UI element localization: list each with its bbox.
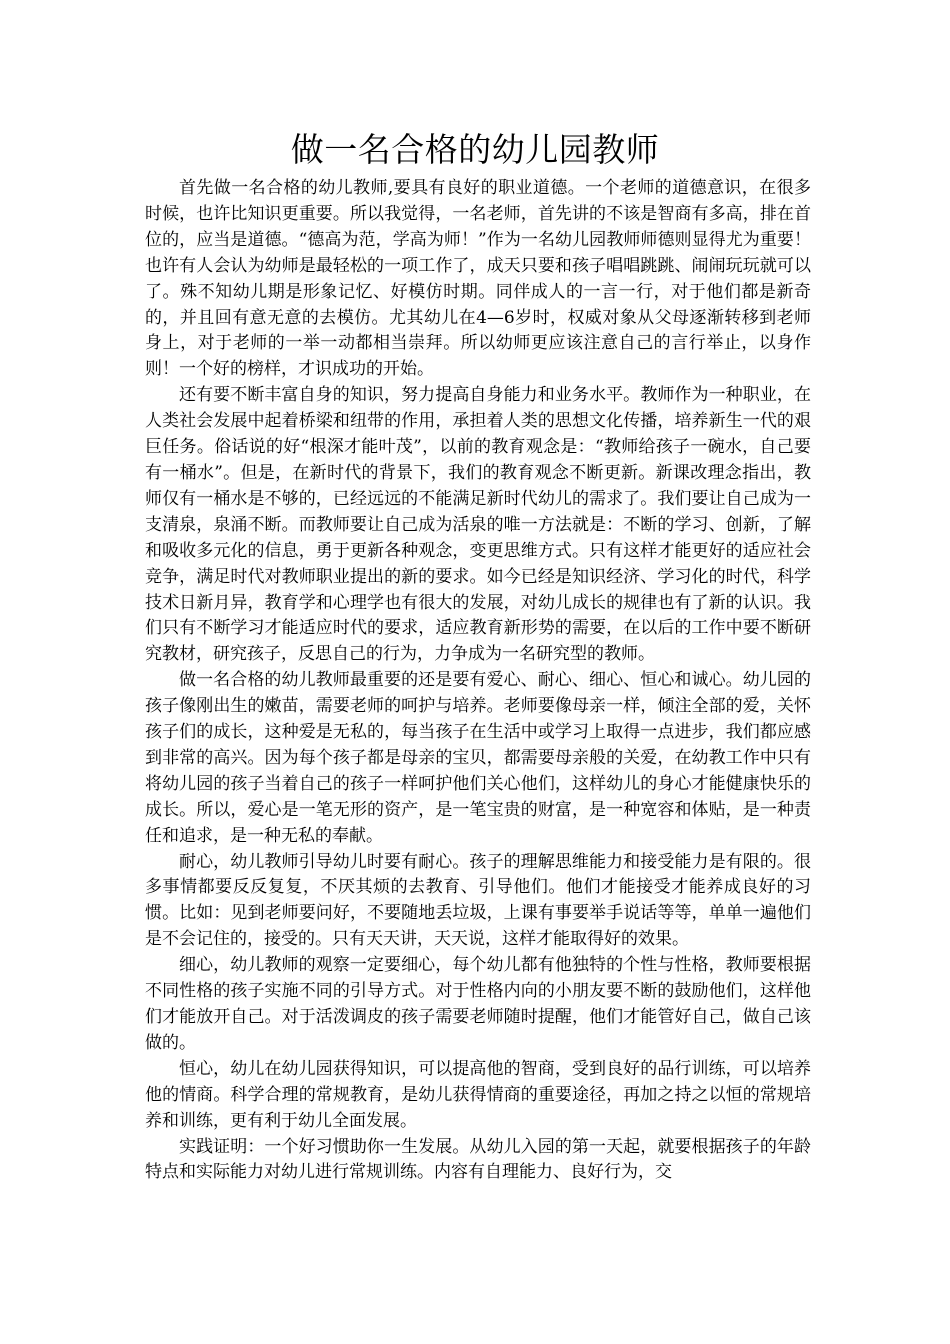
document-title: 做一名合格的幼儿园教师 [290, 130, 660, 169]
document-body [145, 176, 811, 1186]
paragraph-continuous-learning: 还有要不断丰富自身的知识，努力提高自身能力和业务水平。教师作为一种职业，在人类社会发展中起着桥梁和纽带的作用，承担着人类的思想文化传播，培养新生一代的艰巨任务。俗话说的好“根深才能叶茂”，以前的教育观念是：“教师给孩子一碗水，自己要有一桶水”。但是，在新时代的背景下，我们的教育观念不断更新。新课改理念指出，教师仅有一桶水是不够的，已经远远的不能满足新时代幼儿的需求了。我们要让自己成为一支清泉，泉涌不断。而教师要让自己成为活泉的唯一方法就是：不断的学习、创新，了解和吸收多元化的信息，勇于更新各种观念，变更思维方式。只有这样才能更好的适应社会竞争，满足时代对教师职业提出的新的要求。如今已经是知识经济、学习化的时代，科学技术日新月异，教育学和心理学也有很大的发展，对幼儿成长的规律也有了新的认识。我们只有不断学习才能适应时代的要求，适应教育新形势的需要，在以后的工作中要不断研究教材，研究孩子，反思自己的行为，力争成为一名研究型的教师。 [145, 385, 811, 665]
paragraph-practice-habits: 实践证明：一个好习惯助你一生发展。从幼儿入园的第一天起，就要根据孩子的年龄特点和实际能力对幼儿进行常规训练。内容有自理能力、良好行为，交 [145, 1136, 811, 1183]
paragraph-love-and-care: 做一名合格的幼儿教师最重要的还是要有爱心、耐心、细心、恒心和诚心。幼儿园的孩子像刚出生的嫩苗，需要老师的呵护与培养。老师要像母亲一样，倾注全部的爱，关怀孩子们的成长，这种爱是无私的，每当孩子在生活中或学习上取得一点进步，我们都应感到非常的高兴。因为每个孩子都是母亲的宝贝，都需要母亲般的关爱，在幼教工作中只有将幼儿园的孩子当着自己的孩子一样呵护他们关心他们，这样幼儿的身心才能健康快乐的成长。所以，爱心是一笔无形的资产，是一笔宝贵的财富，是一种宽容和体贴，是一种责任和追求，是一种无私的奉献。 [145, 670, 811, 846]
paragraph-patience: 耐心，幼儿教师引导幼儿时要有耐心。孩子的理解思维能力和接受能力是有限的。很多事情都要反反复复，不厌其烦的去教育、引导他们。他们才能接受才能养成良好的习惯。比如：见到老师要问好，不要随地丢垃圾，上课有事要举手说话等等，单单一遍他们是不会记住的，接受的。只有天天讲，天天说，这样才能取得好的效果。 [145, 851, 811, 950]
paragraph-attentiveness: 细心，幼儿教师的观察一定要细心，每个幼儿都有他独特的个性与性格，教师要根据不同性格的孩子实施不同的引导方式。对于性格内向的小朋友要不断的鼓励他们，这样他们才能放开自己。对于活泼调皮的孩子需要老师随时提醒，他们才能管好自己，做自己该做的。 [145, 955, 811, 1053]
paragraph-perseverance: 恒心，幼儿在幼儿园获得知识，可以提高他的智商，受到良好的品行训练，可以培养他的情商。科学合理的常规教育，是幼儿获得情商的重要途径，再加之持之以恒的常规培养和训练，更有利于幼儿全面发展。 [145, 1058, 811, 1131]
paragraph-professional-ethics: 首先做一名合格的幼儿教师,要具有良好的职业道德。一个老师的道德意识，在很多时候，也许比知识更重要。所以我觉得，一名老师，首先讲的不该是智商有多高，排在首位的，应当是道德。“德高为范，学高为师！”作为一名幼儿园教师师德则显得尤为重要！也许有人会认为幼师是最轻松的一项工作了，成天只要和孩子唱唱跳跳、闹闹玩玩就可以了。殊不知幼儿期是形象记忆、好模仿时期。同伴成人的一言一行，对于他们都是新奇的，并且回有意无意的去模仿。尤其幼儿在4—6岁时，权威对象从父母逐渐转移到老师身上，对于老师的一举一动都相当崇拜。所以幼师更应该注意自己的言行举止，以身作则！一个好的榜样，才识成功的开始。 [145, 178, 811, 380]
